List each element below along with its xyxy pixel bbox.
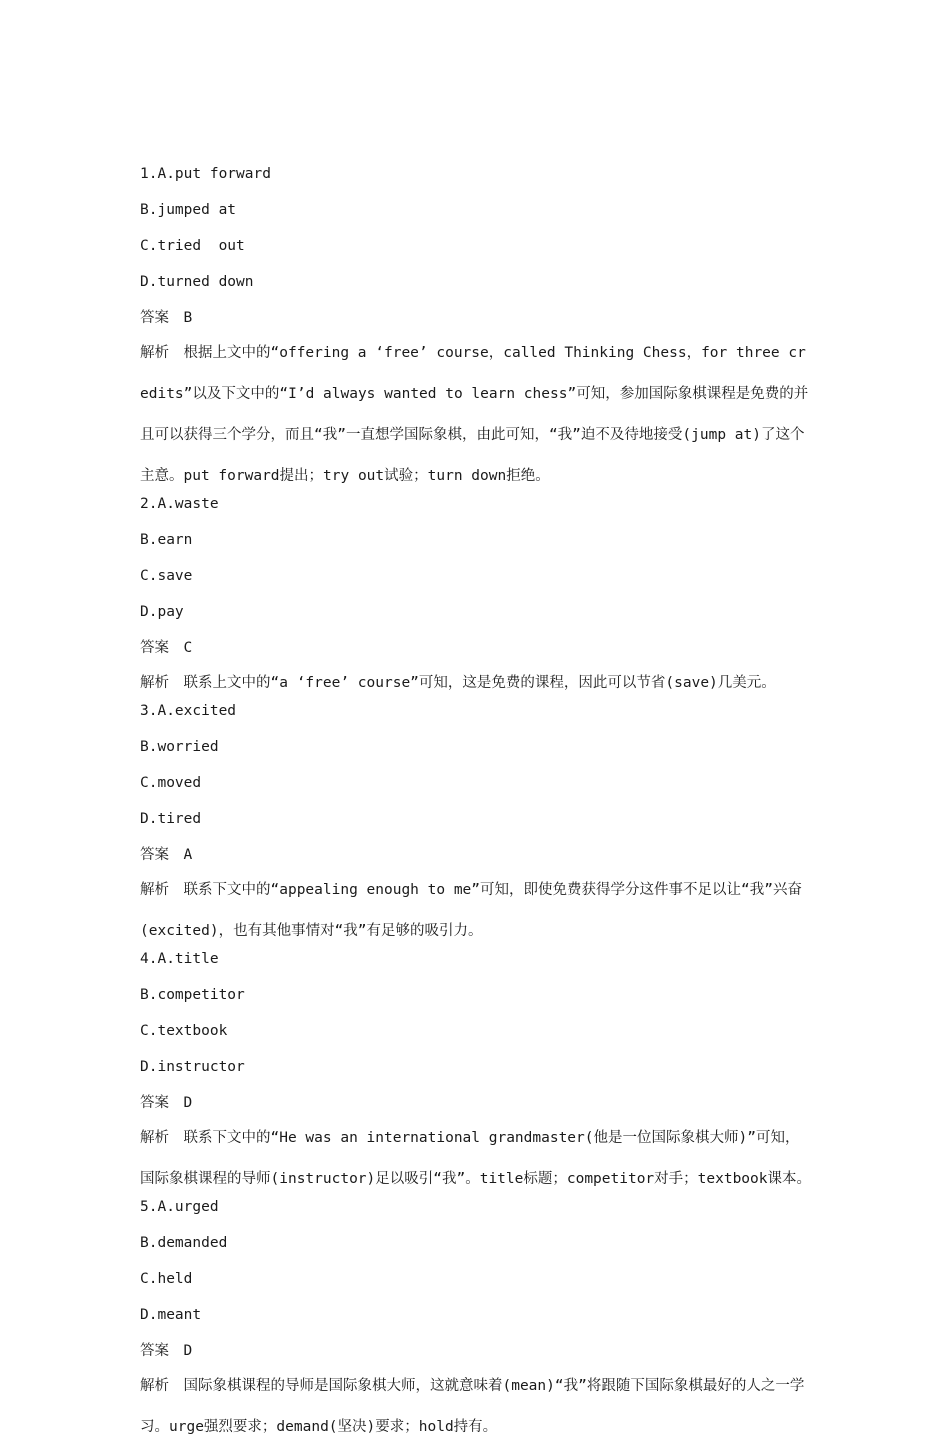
option-a: 2.A.waste xyxy=(140,496,219,512)
options-grid xyxy=(140,491,812,635)
option-b: B.earn xyxy=(140,532,193,548)
question-2 xyxy=(140,491,812,704)
options-grid xyxy=(140,161,812,305)
option-a: 1.A.put forward xyxy=(140,166,271,182)
option-b: B.jumped at xyxy=(140,202,237,218)
option-c: C.textbook xyxy=(140,1023,228,1039)
question-3 xyxy=(140,698,812,952)
option-c: C.moved xyxy=(140,775,202,791)
question-4 xyxy=(140,946,812,1200)
option-c: C.held xyxy=(140,1271,193,1287)
document-page xyxy=(140,161,812,1442)
option-b: B.worried xyxy=(140,739,219,755)
analysis-paragraph: 解析 联系下文中的“He was an international grandmaster(他是一位国际象棋大师)”可知，国际象棋课程的导师(instructor)足以吸引“我”。title标题；competitor对手；textbook课本。 xyxy=(140,1130,811,1187)
analysis-paragraph: 解析 联系上文中的“a ‘free’ course”可知，这是免费的课程，因此可以节省(save)几美元。 xyxy=(140,675,776,691)
option-c: C.save xyxy=(140,568,193,584)
analysis-paragraph: 解析 联系下文中的“appealing enough to me”可知，即使免费获得学分这件事不足以让“我”兴奋(excited)，也有其他事情对“我”有足够的吸引力。 xyxy=(140,882,802,939)
option-d: D.turned down xyxy=(140,274,254,290)
option-a: 4.A.title xyxy=(140,951,219,967)
option-d: D.tired xyxy=(140,811,202,827)
question-1 xyxy=(140,161,812,497)
option-b: B.demanded xyxy=(140,1235,228,1251)
answer-line: 答案 D xyxy=(140,1095,193,1111)
option-d: D.pay xyxy=(140,604,184,620)
answer-line: 答案 B xyxy=(140,310,193,326)
option-c: C.tried out xyxy=(140,238,245,254)
analysis-paragraph: 解析 国际象棋课程的导师是国际象棋大师，这就意味着(mean)“我”将跟随下国际象棋最好的人之一学习。urge强烈要求；demand(坚决)要求；hold持有。 xyxy=(140,1378,805,1435)
options-grid xyxy=(140,698,812,842)
answer-line: 答案 A xyxy=(140,847,193,863)
option-a: 3.A.excited xyxy=(140,703,237,719)
option-b: B.competitor xyxy=(140,987,245,1003)
answer-line: 答案 D xyxy=(140,1343,193,1359)
option-d: D.instructor xyxy=(140,1059,245,1075)
answer-line: 答案 C xyxy=(140,640,193,656)
option-d: D.meant xyxy=(140,1307,202,1323)
question-5 xyxy=(140,1194,812,1448)
options-grid xyxy=(140,1194,812,1338)
options-grid xyxy=(140,946,812,1090)
analysis-paragraph: 解析 根据上文中的“offering a ‘free’ course，called Thinking Chess，for three credits”以及下文中的“I’d always wanted to learn chess”可知，参加国际象棋课程是免费的并且可以获得三个学分，而且“我”一直想学国际象棋，由此可知，“我”迫不及待地接受(jump at)了这个主意。put forward提出；try out试验；turn down拒绝。 xyxy=(140,345,809,484)
option-a: 5.A.urged xyxy=(140,1199,219,1215)
